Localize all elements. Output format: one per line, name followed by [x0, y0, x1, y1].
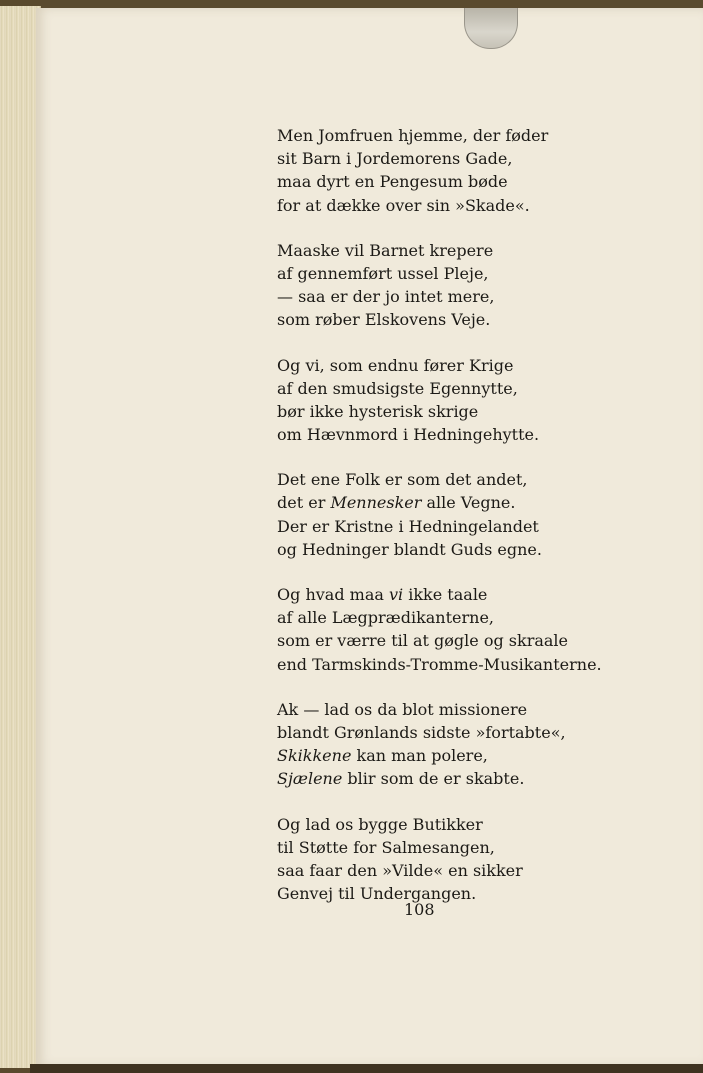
- line-text: sit Barn i Jordemorens Gade,: [277, 149, 513, 169]
- italic-text: Sjælene: [277, 769, 343, 789]
- poem-line: [277, 629, 677, 652]
- poem-line: [277, 354, 677, 377]
- page-number: 108: [404, 900, 435, 919]
- poem-line: [277, 744, 677, 767]
- poem-line: [277, 882, 677, 905]
- poem-line: [277, 836, 677, 859]
- line-text: Og vi, som endnu fører Krige: [277, 355, 514, 375]
- line-text: ikke taale: [403, 585, 488, 604]
- line-text: blir som de er skabte.: [342, 769, 525, 789]
- line-text: Maaske vil Barnet krepere: [277, 240, 494, 260]
- poem-line: [277, 239, 677, 262]
- poem-line: [277, 147, 677, 170]
- poem-line: [277, 515, 677, 538]
- line-text: til Støtte for Salmesangen,: [277, 837, 495, 857]
- stanza: [277, 239, 677, 332]
- line-text: Genvej til Undergangen.: [277, 884, 477, 904]
- line-text: som røber Elskovens Veje.: [277, 310, 491, 330]
- line-text: for at dække over sin »Skade«.: [277, 195, 530, 215]
- line-text: Der er Kristne i Hedningelandet: [277, 516, 539, 536]
- line-text: — saa er der jo intet mere,: [277, 287, 495, 307]
- poem-line: [277, 170, 677, 193]
- italic-text: Mennesker: [330, 493, 422, 513]
- line-text: maa dyrt en Pengesum bøde: [277, 172, 508, 192]
- line-text: det er: [277, 493, 331, 513]
- line-text: og Hedninger blandt Guds egne.: [277, 539, 542, 559]
- poem-line: [277, 583, 677, 606]
- line-text: alle Vegne.: [421, 493, 516, 513]
- line-text: Men Jomfruen hjemme, der føder: [277, 126, 549, 145]
- poem-line: [277, 813, 677, 836]
- stanza: [277, 124, 677, 217]
- poem-line: [277, 698, 677, 721]
- line-text: af alle Lægprædikanterne,: [277, 608, 495, 628]
- poem-line: [277, 538, 677, 561]
- poem-line: [277, 124, 677, 147]
- poem-line: [277, 194, 677, 217]
- poem-line: [277, 721, 677, 744]
- poem-line: [277, 606, 677, 629]
- poem-line: [277, 423, 677, 446]
- page-clip: [464, 8, 518, 49]
- stanza: [277, 698, 677, 791]
- line-text: bør ikke hysterisk skrige: [277, 401, 479, 421]
- stanza: [277, 468, 677, 561]
- poem-line: [277, 308, 677, 331]
- poem-line: [277, 859, 677, 882]
- line-text: blandt Grønlands sidste »fortabte«,: [277, 722, 566, 742]
- line-text: Ak — lad os da blot missionere: [277, 699, 528, 719]
- stanza: [277, 583, 677, 676]
- line-text: kan man polere,: [351, 746, 488, 766]
- italic-text: Skikkene: [277, 746, 352, 766]
- poem-line: [277, 491, 677, 514]
- poem-line: [277, 767, 677, 790]
- page-stack-edge: [0, 6, 41, 1068]
- book-bottom-edge: [30, 1064, 703, 1073]
- poem-line: [277, 653, 677, 676]
- line-text: Og lad os bygge Butikker: [277, 814, 483, 834]
- poem-line: [277, 468, 677, 491]
- line-text: af gennemført ussel Pleje,: [277, 263, 489, 283]
- line-text: saa faar den »Vilde« en sikker: [277, 860, 523, 880]
- poem-text: [277, 124, 677, 927]
- line-text: af den smudsigste Egennytte,: [277, 378, 518, 398]
- line-text: som er værre til at gøgle og skraale: [277, 631, 569, 651]
- italic-text: vi: [389, 585, 404, 604]
- line-text: Og hvad maa: [277, 585, 389, 604]
- line-text: end Tarmskinds-Tromme-Musikanterne.: [277, 654, 602, 674]
- line-text: Det ene Folk er som det andet,: [277, 470, 528, 490]
- poem-line: [277, 377, 677, 400]
- poem-line: [277, 285, 677, 308]
- stanza: [277, 354, 677, 447]
- stanza: [277, 813, 677, 906]
- poem-line: [277, 262, 677, 285]
- poem-line: [277, 400, 677, 423]
- line-text: om Hævnmord i Hedningehytte.: [277, 425, 540, 445]
